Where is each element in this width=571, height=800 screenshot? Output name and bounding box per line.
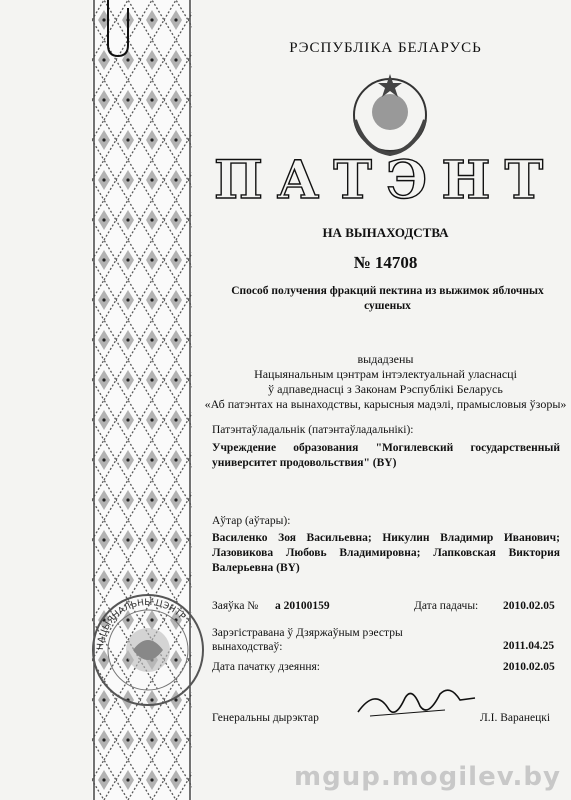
signatory-name: Л.І. Варанецкі [480,712,551,724]
filing-date-label: Дата падачы: [414,600,479,612]
svg-text:НАЦЫЯНАЛЬНЫ ЦЭНТР: НАЦЫЯНАЛЬНЫ ЦЭНТР [95,597,187,651]
patent-number: № 14708 [353,253,418,272]
country-name: РЭСПУБЛІКА БЕЛАРУСЬ [289,40,482,56]
registration-date: 2011.04.25 [503,640,555,652]
state-emblem-icon [345,70,435,160]
issued-by-block [200,352,571,412]
application-number: а 20100159 [275,600,330,612]
authors-label: Аўтар (аўтары): [212,515,291,527]
owner-label: Патэнтаўладальнік (патэнтаўладальнікі): [212,424,414,436]
document-title: ПАТЭНТ [213,150,558,211]
issuer-name: Нацыянальным цэнтрам інтэлектуальнай уласнасці [254,367,517,381]
official-seal [88,590,208,710]
law-title: «Аб патэнтах на вынаходствы, карысныя мадэлі, прамысловыя ўзоры» [204,397,567,411]
website-watermark: mgup.mogilev.by [294,762,561,792]
invention-title-line: Способ получения фракций пектина из выжимок яблочных [231,285,544,297]
registration-label-line: Зарэгістравана ў Дзяржаўным рэестры [212,627,403,639]
registration-label [212,626,403,654]
paper-clip-icon [98,0,138,60]
invention-title-line: сушеных [364,300,411,312]
invention-title [215,284,560,314]
issued-label: выдадзены [357,352,414,366]
document-subtitle: НА ВЫНАХОДСТВА [322,225,449,240]
validity-date: 2010.02.05 [503,661,555,673]
application-label: Заяўка № [212,600,259,612]
registration-label-line: вынаходстваў: [212,641,283,653]
signatory-position: Генеральны дырэктар [212,712,319,724]
validity-label: Дата пачатку дзеяння: [212,661,320,673]
signature-image [350,680,480,725]
legal-basis: ў адпаведнасці з Законам Рэспублікі Беларусь [268,382,503,396]
filing-date: 2010.02.05 [503,600,555,612]
owner-value: Учреждение образования "Могилевский государственный университет продовольствия" (BY) [212,442,560,469]
authors-value: Василенко Зоя Васильевна; Никулин Владимир Иванович; Лазовикова Любовь Владимировна; Лапковская Виктория Валерьевна (BY) [212,532,560,574]
